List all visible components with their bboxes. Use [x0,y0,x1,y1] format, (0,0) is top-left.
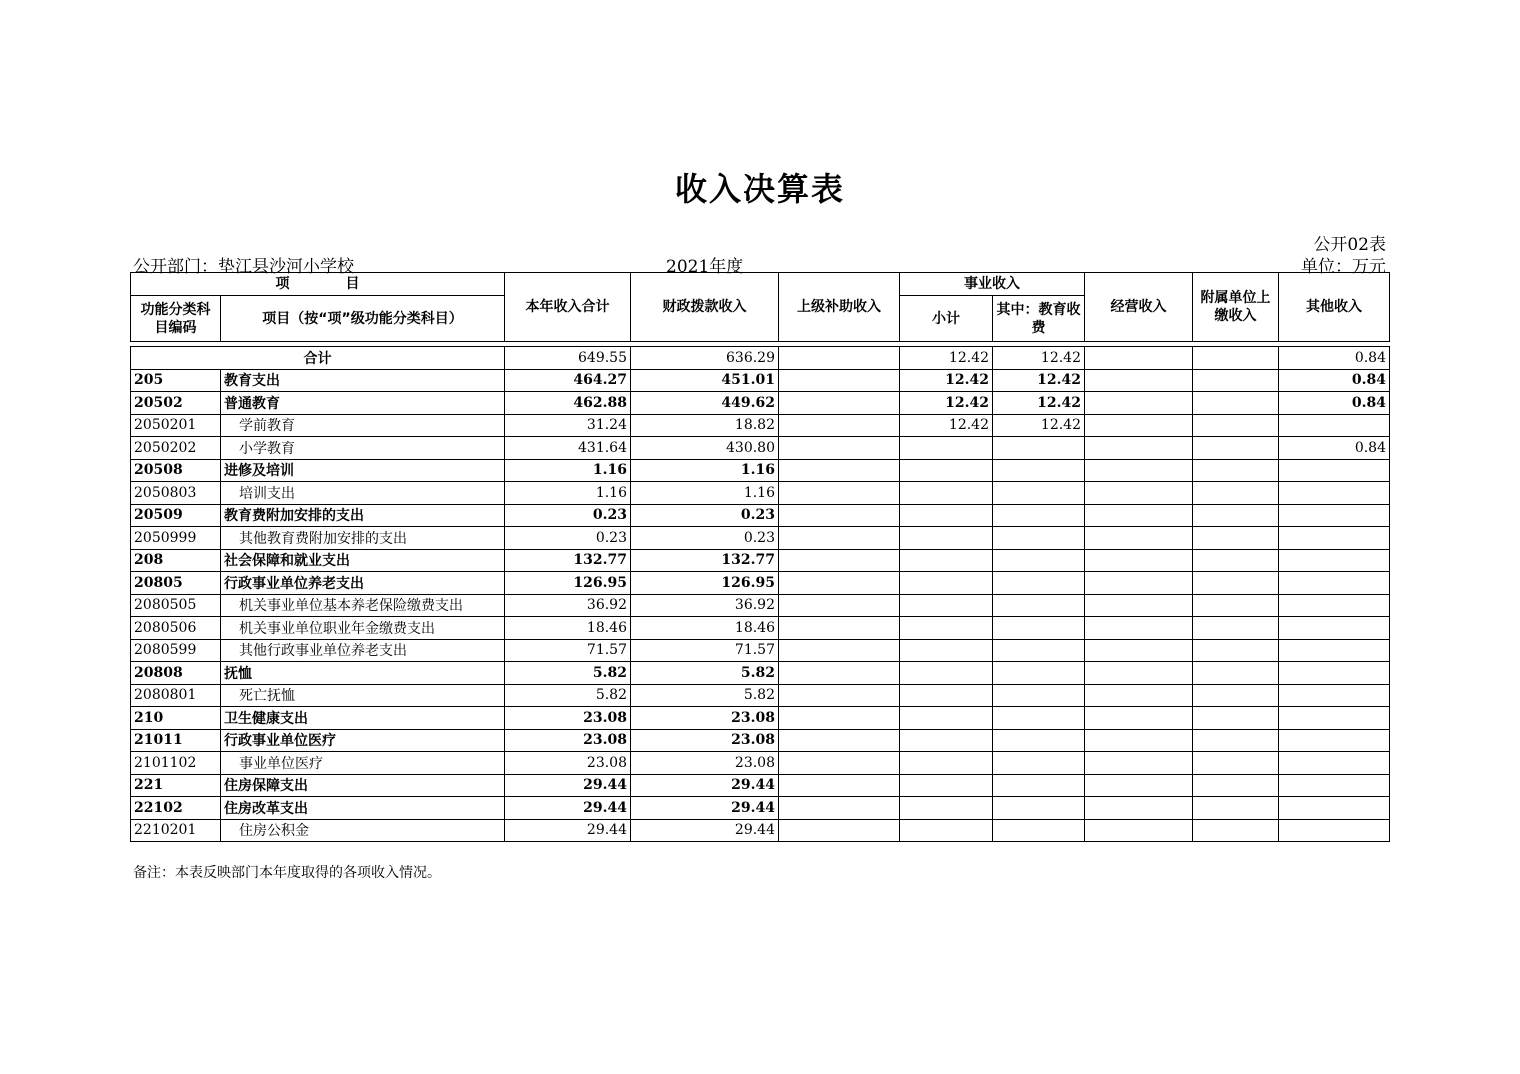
value-cell [1085,774,1193,797]
value-cell [1193,639,1279,662]
value-cell [900,662,993,685]
value-cell [993,684,1085,707]
name-text: 普通教育 [224,395,280,412]
value-cell: 23.08 [631,752,779,775]
table-row [131,707,1390,730]
table-row [131,774,1390,797]
value-cell [1279,504,1390,527]
header-other: 其他收入 [1279,273,1390,342]
value-cell [1279,797,1390,820]
table-row [131,392,1390,415]
value-cell [900,707,993,730]
name-text: 抚恤 [224,665,252,682]
value-cell [1085,662,1193,685]
value-cell [900,774,993,797]
value-cell: 431.64 [505,437,631,460]
table-row [131,684,1390,707]
code-cell: 208 [131,549,221,572]
value-cell: 462.88 [505,392,631,415]
value-cell [1279,752,1390,775]
value-cell: 12.42 [993,414,1085,437]
value-cell [1085,482,1193,505]
value-cell [779,774,900,797]
name-cell [221,459,505,482]
code-cell: 20508 [131,459,221,482]
code-cell: 22102 [131,797,221,820]
value-cell [779,369,900,392]
value-cell: 23.08 [631,729,779,752]
name-cell [221,437,505,460]
table-row [131,459,1390,482]
value-cell [779,684,900,707]
value-cell [993,707,1085,730]
name-cell [221,662,505,685]
value-cell [1279,482,1390,505]
value-cell [993,729,1085,752]
code-cell: 210 [131,707,221,730]
value-cell [993,437,1085,460]
table-row [131,527,1390,550]
table-row [131,504,1390,527]
name-text: 行政事业单位养老支出 [224,575,364,592]
total-cell [1193,347,1279,370]
name-cell [221,482,505,505]
name-text: 机关事业单位职业年金缴费支出 [239,620,435,637]
value-cell [1193,459,1279,482]
name-cell [221,504,505,527]
code-cell: 2050202 [131,437,221,460]
name-text: 住房公积金 [239,823,309,840]
value-cell: 18.46 [505,617,631,640]
value-cell: 1.16 [631,459,779,482]
total-cell [1085,347,1193,370]
table-row [131,414,1390,437]
header-fiscal: 财政拨款收入 [631,273,779,342]
value-cell [1193,504,1279,527]
table-body [131,347,1390,842]
value-cell [1085,729,1193,752]
footnote: 备注：本表反映部门本年度取得的各项收入情况。 [133,865,441,881]
code-cell: 2050803 [131,482,221,505]
value-cell: 29.44 [505,797,631,820]
value-cell [900,527,993,550]
value-cell: 29.44 [631,819,779,842]
value-cell [900,549,993,572]
page-title: 收入决算表 [674,170,845,208]
value-cell [993,504,1085,527]
total-row [131,347,1390,370]
name-text: 培训支出 [239,485,295,502]
value-cell [1085,797,1193,820]
value-cell [1279,414,1390,437]
name-text: 死亡抚恤 [239,688,295,705]
header-business-subtotal: 小计 [900,296,993,342]
code-cell: 2080505 [131,594,221,617]
value-cell [779,482,900,505]
name-cell [221,527,505,550]
value-cell [993,639,1085,662]
name-cell [221,729,505,752]
value-cell [779,549,900,572]
value-cell [1085,527,1193,550]
value-cell: 23.08 [505,752,631,775]
value-cell [1193,527,1279,550]
value-cell: 29.44 [631,774,779,797]
name-text: 住房保障支出 [224,778,308,795]
table-row [131,752,1390,775]
value-cell [1085,414,1193,437]
name-cell [221,369,505,392]
value-cell [779,459,900,482]
value-cell [1085,617,1193,640]
value-cell [993,617,1085,640]
value-cell: 5.82 [505,662,631,685]
name-cell [221,617,505,640]
code-cell: 205 [131,369,221,392]
value-cell: 5.82 [505,684,631,707]
value-cell [1279,527,1390,550]
table-row [131,549,1390,572]
value-cell [993,752,1085,775]
value-cell: 5.82 [631,684,779,707]
value-cell [779,617,900,640]
name-cell [221,684,505,707]
value-cell [1085,594,1193,617]
header-total: 本年收入合计 [505,273,631,342]
value-cell: 12.42 [993,392,1085,415]
header-item-group: 项 目 [131,273,505,296]
value-cell: 12.42 [900,414,993,437]
value-cell [900,819,993,842]
value-cell [1085,572,1193,595]
name-cell [221,774,505,797]
code-cell: 21011 [131,729,221,752]
income-table [130,272,1390,842]
value-cell: 12.42 [900,392,993,415]
table-row [131,819,1390,842]
value-cell [779,729,900,752]
value-cell [1193,684,1279,707]
value-cell: 0.23 [631,504,779,527]
value-cell [900,684,993,707]
value-cell: 23.08 [505,707,631,730]
name-cell [221,752,505,775]
code-cell: 221 [131,774,221,797]
value-cell [1193,707,1279,730]
table-row [131,437,1390,460]
value-cell [779,594,900,617]
value-cell [1193,437,1279,460]
value-cell [993,527,1085,550]
name-cell [221,572,505,595]
value-cell: 36.92 [631,594,779,617]
value-cell [1193,797,1279,820]
value-cell [779,414,900,437]
value-cell: 31.24 [505,414,631,437]
total-cell: 649.55 [505,347,631,370]
value-cell [1193,617,1279,640]
value-cell: 451.01 [631,369,779,392]
value-cell: 132.77 [631,549,779,572]
value-cell [779,572,900,595]
code-cell: 2080506 [131,617,221,640]
value-cell [900,459,993,482]
value-cell [1085,504,1193,527]
total-label: 合计 [131,347,505,370]
value-cell [900,639,993,662]
value-cell: 126.95 [505,572,631,595]
value-cell [779,504,900,527]
value-cell [900,797,993,820]
value-cell [1193,572,1279,595]
value-cell: 0.84 [1279,437,1390,460]
value-cell: 1.16 [505,482,631,505]
value-cell: 132.77 [505,549,631,572]
value-cell [779,527,900,550]
value-cell [1193,729,1279,752]
value-cell [1193,819,1279,842]
name-text: 小学教育 [239,440,295,457]
value-cell [1279,459,1390,482]
code-cell: 2210201 [131,819,221,842]
value-cell [1279,639,1390,662]
code-cell: 2080599 [131,639,221,662]
name-cell [221,819,505,842]
total-cell: 0.84 [1279,347,1390,370]
value-cell [1279,617,1390,640]
value-cell [900,437,993,460]
value-cell: 1.16 [631,482,779,505]
value-cell [1193,414,1279,437]
value-cell [1279,729,1390,752]
value-cell [1085,819,1193,842]
value-cell: 12.42 [900,369,993,392]
total-cell: 636.29 [631,347,779,370]
header-operating: 经营收入 [1085,273,1193,342]
name-text: 事业单位医疗 [239,755,323,772]
value-cell [1193,662,1279,685]
value-cell [900,572,993,595]
name-text: 卫生健康支出 [224,710,308,727]
total-cell: 12.42 [900,347,993,370]
value-cell [1085,549,1193,572]
code-cell: 2050201 [131,414,221,437]
name-text: 教育费附加安排的支出 [224,508,364,525]
table-row [131,797,1390,820]
code-cell: 2050999 [131,527,221,550]
value-cell [779,707,900,730]
value-cell [1085,639,1193,662]
value-cell [779,392,900,415]
total-cell [779,347,900,370]
code-cell: 2101102 [131,752,221,775]
value-cell [779,819,900,842]
value-cell: 23.08 [631,707,779,730]
value-cell [779,662,900,685]
table-row [131,729,1390,752]
table-row [131,482,1390,505]
name-text: 住房改革支出 [224,800,308,817]
header-superior: 上级补助收入 [779,273,900,342]
value-cell [779,639,900,662]
value-cell [1085,392,1193,415]
value-cell [1085,684,1193,707]
value-cell: 71.57 [505,639,631,662]
name-cell [221,707,505,730]
value-cell [1279,572,1390,595]
table-row [131,617,1390,640]
value-cell [1085,752,1193,775]
code-cell: 2080801 [131,684,221,707]
code-cell: 20509 [131,504,221,527]
value-cell [779,752,900,775]
name-text: 进修及培训 [224,463,294,480]
value-cell: 5.82 [631,662,779,685]
header-business: 事业收入 [900,273,1085,296]
value-cell [993,482,1085,505]
value-cell [1279,549,1390,572]
table-row [131,639,1390,662]
value-cell [993,594,1085,617]
value-cell: 29.44 [631,797,779,820]
value-cell: 36.92 [505,594,631,617]
value-cell: 18.46 [631,617,779,640]
value-cell [993,819,1085,842]
name-text: 教育支出 [224,373,280,390]
value-cell [1279,774,1390,797]
code-cell: 20805 [131,572,221,595]
unit-label: 单位：万元 [1301,257,1386,277]
table-row [131,662,1390,685]
value-cell: 0.23 [505,527,631,550]
value-cell [993,549,1085,572]
value-cell [993,572,1085,595]
value-cell: 464.27 [505,369,631,392]
value-cell [1193,752,1279,775]
value-cell [993,459,1085,482]
header-code: 功能分类科目编码 [131,296,221,342]
value-cell: 126.95 [631,572,779,595]
department-label: 公开部门：垫江县沙河小学校 [133,257,354,277]
table-row [131,369,1390,392]
value-cell [779,797,900,820]
value-cell [900,617,993,640]
name-text: 其他行政事业单位养老支出 [239,643,407,660]
value-cell [1193,549,1279,572]
value-cell [1193,369,1279,392]
name-cell [221,639,505,662]
value-cell: 29.44 [505,819,631,842]
value-cell [1279,594,1390,617]
value-cell [900,504,993,527]
code-cell: 20808 [131,662,221,685]
value-cell [1279,684,1390,707]
total-cell: 12.42 [993,347,1085,370]
form-number: 公开02表 [1313,235,1386,255]
name-cell [221,594,505,617]
header-business-edu: 其中：教育收费 [993,296,1085,342]
header-affiliated: 附属单位上缴收入 [1193,273,1279,342]
value-cell [993,797,1085,820]
value-cell: 0.84 [1279,369,1390,392]
name-text: 行政事业单位医疗 [224,733,336,750]
value-cell [900,482,993,505]
value-cell [1085,437,1193,460]
value-cell [1279,707,1390,730]
value-cell [1085,369,1193,392]
value-cell [900,594,993,617]
table-row [131,572,1390,595]
name-text: 社会保障和就业支出 [224,553,350,570]
value-cell [900,752,993,775]
value-cell: 0.23 [505,504,631,527]
name-cell [221,797,505,820]
value-cell [779,437,900,460]
name-text: 其他教育费附加安排的支出 [239,530,407,547]
value-cell: 0.23 [631,527,779,550]
value-cell [993,662,1085,685]
value-cell: 12.42 [993,369,1085,392]
name-text: 机关事业单位基本养老保险缴费支出 [239,598,463,615]
value-cell: 23.08 [505,729,631,752]
value-cell [1085,707,1193,730]
table-row [131,594,1390,617]
value-cell [900,729,993,752]
value-cell: 18.82 [631,414,779,437]
value-cell [1085,459,1193,482]
value-cell [1193,392,1279,415]
value-cell: 71.57 [631,639,779,662]
value-cell [1193,594,1279,617]
value-cell: 430.80 [631,437,779,460]
code-cell: 20502 [131,392,221,415]
value-cell [1279,819,1390,842]
header-name: 项目（按“项”级功能分类科目） [221,296,505,342]
name-cell [221,414,505,437]
fiscal-year: 2021年度 [666,257,744,277]
value-cell: 0.84 [1279,392,1390,415]
name-cell [221,392,505,415]
name-cell [221,549,505,572]
value-cell [1279,662,1390,685]
value-cell: 449.62 [631,392,779,415]
value-cell: 29.44 [505,774,631,797]
name-text: 学前教育 [239,418,295,435]
value-cell [993,774,1085,797]
value-cell [1193,482,1279,505]
value-cell: 1.16 [505,459,631,482]
value-cell [1193,774,1279,797]
